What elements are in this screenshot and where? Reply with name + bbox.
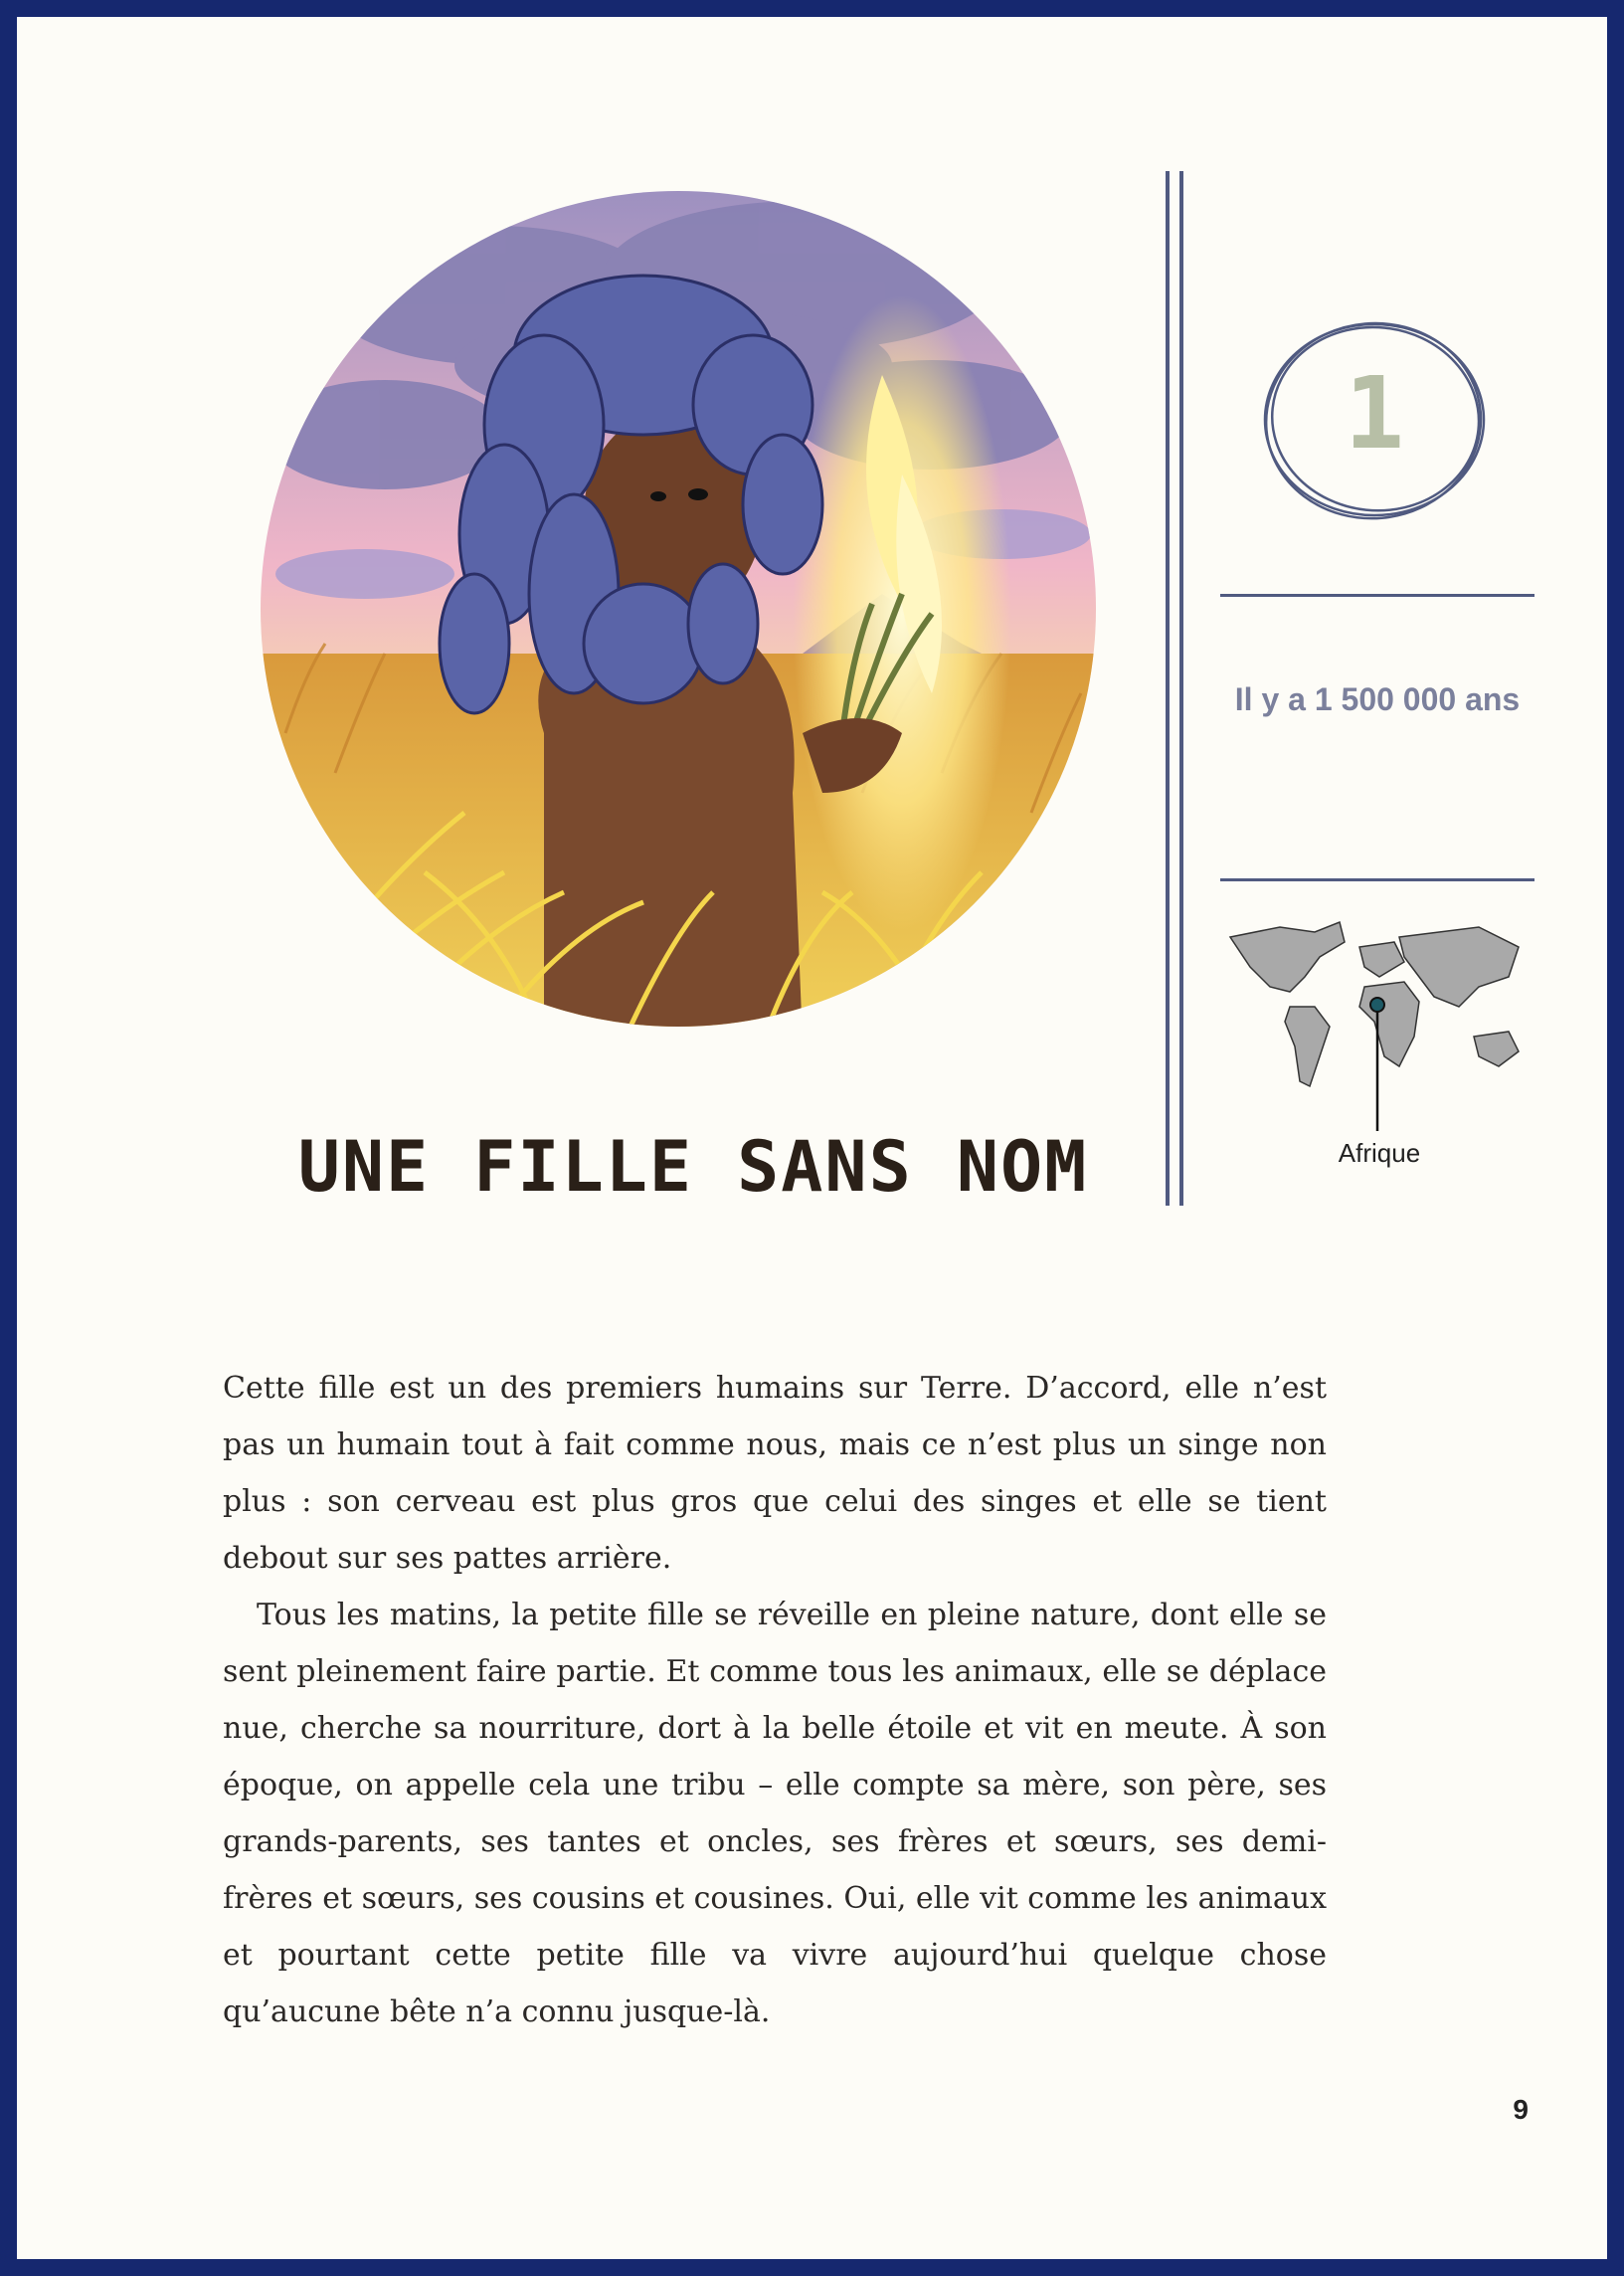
vertical-divider — [1166, 171, 1170, 1206]
location-label: Afrique — [1338, 1138, 1421, 1168]
paragraph: Tous les matins, la petite fille se réveille en pleine nature, dont elle se sent pleinement faire partie. Et comme tous les animaux, elle se déplace nue, cherche sa nourriture, dort à la belle étoile et vit en meute. À son époque, on appelle cela une tribu – elle compte sa mère, son père, ses grands-parents, ses tantes et oncles, ses frères et sœurs, ses demi-frères et sœurs, ses cousins et cousines. Oui, elle vit comme les animaux et pourtant cette petite fille va vivre aujourd’hui quelque chose qu’aucune bête n’a connu jusque-là. — [223, 1598, 1327, 2029]
location-pin-icon — [1370, 998, 1384, 1012]
paragraph: Cette fille est un des premiers humains sur Terre. D’accord, elle n’est pas un humain tout à fait comme nous, mais ce n’est plus un singe non plus : son cerveau est plus gros que celui des singes et elle se tient debout sur ses pattes arrière. — [223, 1371, 1327, 1576]
chapter-number: 1 — [1344, 355, 1405, 472]
body-text — [223, 1360, 1327, 2040]
world-map-icon — [1220, 907, 1534, 1136]
divider — [1220, 594, 1534, 597]
book-page — [17, 17, 1607, 2259]
girl-in-savanna-illustration — [246, 176, 1111, 1042]
page-number: 9 — [1513, 2094, 1529, 2125]
era-label: Il y a 1 500 000 ans — [1234, 681, 1521, 717]
chapter-title: UNE FILLE SANS NOM — [297, 1126, 1089, 1208]
vertical-divider — [1179, 171, 1183, 1206]
divider — [1220, 878, 1534, 881]
